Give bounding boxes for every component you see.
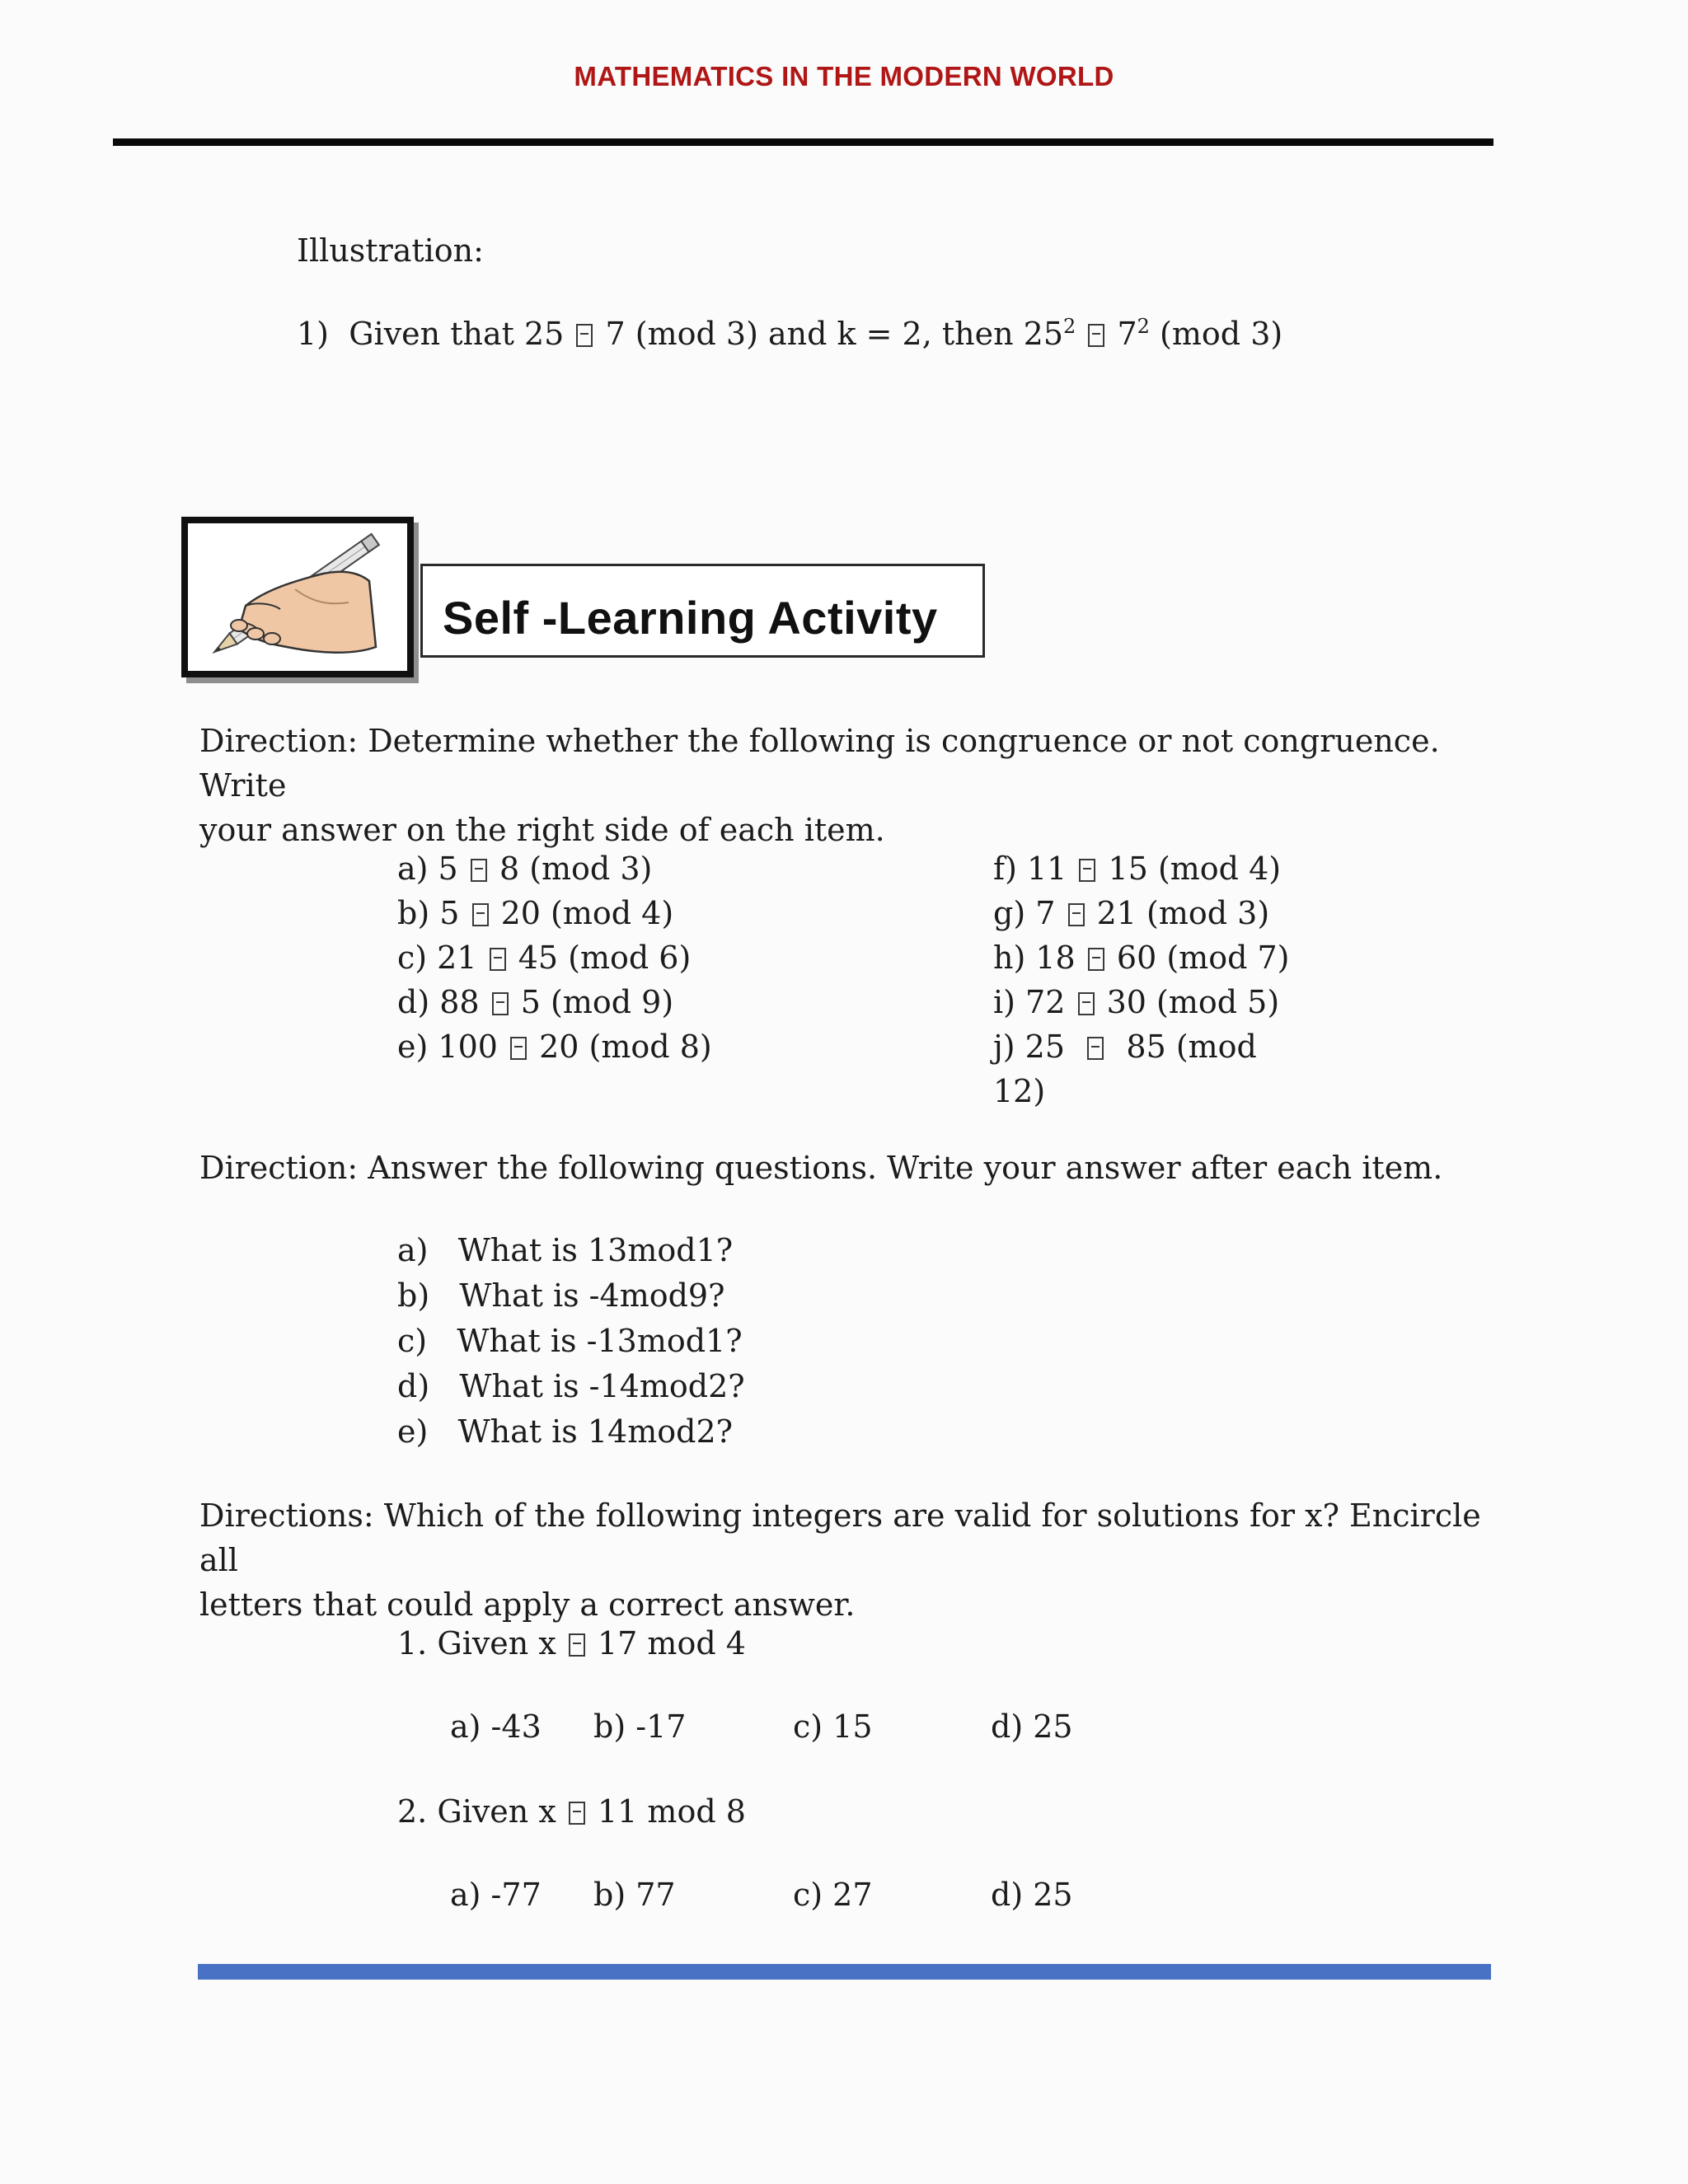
- exponent: 2: [1137, 315, 1150, 338]
- problem-2-given: 2. Given x 11 mod 8: [397, 1793, 746, 1830]
- congruence-symbol-icon: [510, 1037, 527, 1060]
- congruence-symbol-icon: [1088, 324, 1104, 347]
- list-item: d) What is -14mod2?: [397, 1368, 745, 1404]
- congruence-symbol-icon: [471, 859, 487, 882]
- congruence-symbol-icon: [569, 1802, 585, 1825]
- congruence-symbol-icon: [1068, 903, 1085, 926]
- congruence-symbol-icon: [472, 903, 489, 926]
- choice-a[interactable]: a) -43: [450, 1708, 542, 1745]
- direction-3-line-2: letters that could apply a correct answer.: [199, 1586, 856, 1623]
- list-item: e) 100 20 (mod 8): [397, 1029, 712, 1065]
- list-item: b) 5 20 (mod 4): [397, 895, 674, 931]
- congruence-symbol-icon: [1078, 992, 1095, 1015]
- item-number: 1): [297, 316, 330, 352]
- choice-b[interactable]: b) -17: [593, 1708, 687, 1745]
- question-list: [397, 1228, 745, 1455]
- illustration-text-3: 7: [1117, 316, 1137, 352]
- list-item: h) 18 60 (mod 7): [993, 940, 1290, 976]
- choice-c[interactable]: c) 15: [793, 1708, 873, 1745]
- congruence-symbol-icon: [490, 948, 506, 971]
- list-item: i) 72 30 (mod 5): [993, 984, 1280, 1020]
- footer-divider: [198, 1964, 1491, 1980]
- writing-hand-icon-box: [181, 517, 414, 677]
- choice-d[interactable]: d) 25: [991, 1877, 1073, 1913]
- direction-2: Direction: Answer the following questions. Write your answer after each item.: [199, 1150, 1443, 1186]
- list-item-continuation: 12): [993, 1073, 1046, 1109]
- activity-title-box: [420, 564, 985, 658]
- direction-1-line-2: your answer on the right side of each item.: [199, 812, 885, 848]
- exponent: 2: [1063, 315, 1076, 338]
- choice-d[interactable]: d) 25: [991, 1708, 1073, 1745]
- page-header-title: MATHEMATICS IN THE MODERN WORLD: [574, 61, 1114, 91]
- activity-title: Self -Learning Activity: [443, 592, 938, 644]
- congruence-symbol-icon: [576, 324, 593, 347]
- list-item: g) 7 21 (mod 3): [993, 895, 1270, 931]
- illustration-item: [297, 312, 1282, 356]
- direction-1-line-1: Direction: Determine whether the following is congruence or not congruence. Write: [199, 723, 1440, 804]
- congruence-symbol-icon: [1088, 948, 1104, 971]
- direction-3: [199, 1493, 1502, 1627]
- direction-1: [199, 719, 1502, 852]
- hand-writing-pencil-icon: [188, 523, 407, 671]
- list-item: f) 11 15 (mod 4): [993, 851, 1282, 887]
- illustration-label: Illustration:: [297, 232, 484, 269]
- choice-c[interactable]: c) 27: [793, 1877, 873, 1913]
- congruence-list-right: [993, 846, 1290, 1113]
- illustration-text-4: (mod 3): [1160, 316, 1283, 352]
- choice-a[interactable]: a) -77: [450, 1877, 542, 1913]
- problem-1-given: 1. Given x 17 mod 4: [397, 1625, 746, 1661]
- list-item: c) What is -13mod1?: [397, 1323, 743, 1359]
- illustration-text-2: 7 (mod 3) and k = 2, then 25: [605, 316, 1064, 352]
- congruence-symbol-icon: [1079, 859, 1095, 882]
- list-item: j) 25 85 (mod: [993, 1029, 1257, 1065]
- congruence-symbol-icon: [492, 992, 509, 1015]
- choice-b[interactable]: b) 77: [593, 1877, 676, 1913]
- list-item: d) 88 5 (mod 9): [397, 984, 674, 1020]
- congruence-symbol-icon: [569, 1633, 585, 1657]
- list-item: c) 21 45 (mod 6): [397, 940, 692, 976]
- congruence-list-left: [397, 846, 712, 1069]
- congruence-symbol-icon: [1087, 1037, 1104, 1060]
- list-item: a) 5 8 (mod 3): [397, 851, 653, 887]
- list-item: e) What is 14mod2?: [397, 1413, 733, 1450]
- list-item: b) What is -4mod9?: [397, 1277, 725, 1314]
- list-item: a) What is 13mod1?: [397, 1232, 734, 1268]
- illustration-text-1: Given that 25: [349, 316, 565, 352]
- direction-3-line-1: Directions: Which of the following integers are valid for solutions for x? Encircle all: [199, 1497, 1481, 1578]
- header-divider: [113, 138, 1493, 146]
